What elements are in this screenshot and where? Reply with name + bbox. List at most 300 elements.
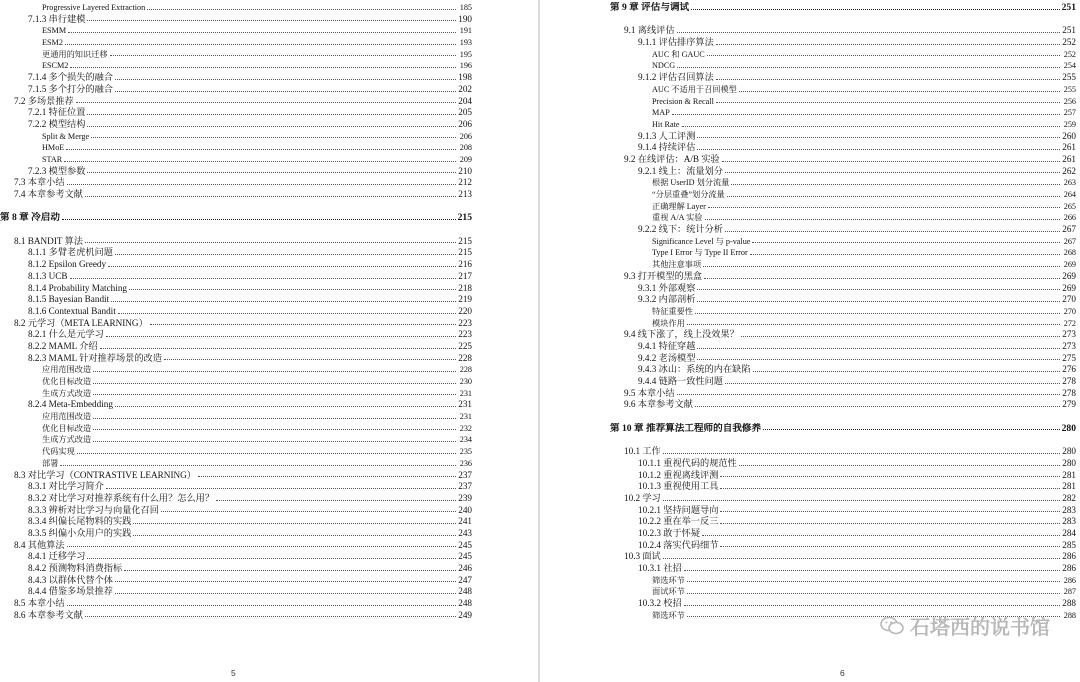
toc-entry[interactable] [610,516,1076,528]
toc-entry[interactable] [0,458,472,470]
toc-entry-title: 7.1.4 多个损失的融合 [28,72,113,83]
toc-entry-title: 第 9 章 评估与调试 [610,2,690,13]
toc-entry[interactable] [610,107,1076,119]
dot-leader [100,348,456,349]
toc-entry[interactable] [610,189,1076,201]
toc-entry-title: 8.4.4 借鉴多场景推荐 [28,586,113,597]
toc-entry[interactable] [0,598,472,610]
toc-entry-page: 255 [1063,84,1076,94]
dot-leader [725,172,1060,173]
toc-entry[interactable] [0,341,472,353]
page-number: 5 [231,668,236,678]
dot-leader [106,488,456,489]
toc-entry[interactable] [610,598,1076,610]
toc-entry[interactable] [0,131,472,143]
dot-leader [708,207,1060,208]
dot-leader [93,418,456,419]
toc-entry-page: 283 [1062,504,1076,515]
toc-entry-title: 8.3 对比学习（CONTRASTIVE LEARNING） [14,469,196,480]
dot-leader [716,79,1060,80]
toc-entry-title: 7.2.2 模型结构 [28,118,86,129]
toc-entry-page: 206 [459,131,472,141]
toc-entry[interactable] [0,411,472,423]
toc-entry[interactable] [0,388,472,400]
dot-leader [115,406,456,407]
toc-entry[interactable] [0,142,472,154]
dot-leader [731,184,1060,185]
toc-entry-title: 代码实现 [42,447,75,457]
toc-entry[interactable] [0,575,472,587]
toc-entry-page: 264 [1063,190,1076,199]
toc-entry[interactable] [0,25,472,37]
toc-entry[interactable] [610,493,1076,505]
toc-entry[interactable] [0,119,472,131]
toc-entry[interactable] [0,96,472,108]
toc-entry[interactable] [610,72,1076,84]
toc-entry-title: 8.2.1 什么是元学习 [28,329,104,340]
toc-entry[interactable] [0,551,472,563]
page-number: 6 [840,668,845,678]
toc-entry[interactable] [0,586,472,598]
toc-entry[interactable] [610,341,1076,353]
toc-entry-page: 270 [1063,306,1076,316]
toc-entry-title: 10.3.2 校招 [638,598,682,609]
dot-leader [725,231,1060,232]
toc-entry-page: 266 [1063,213,1076,223]
toc-entry[interactable] [0,563,472,575]
toc-entry[interactable] [610,364,1076,376]
dot-leader [129,289,456,290]
dot-leader [93,371,456,372]
toc-entry[interactable] [610,37,1076,49]
toc-entry[interactable] [610,49,1076,61]
toc-entry-page: 284 [1062,527,1076,538]
toc-entry-page: 210 [458,165,472,176]
dot-leader [727,196,1060,197]
toc-entry-title: 7.2.3 模型参数 [28,165,86,176]
toc-entry-title: 第 10 章 推荐算法工程师的自我修养 [610,422,762,434]
toc-entry-page: 209 [459,154,472,164]
toc-entry-title: 9.1.2 评估召回算法 [638,72,714,83]
toc-entry-page: 288 [1062,598,1076,609]
dot-leader [93,394,456,395]
dot-leader [720,523,1060,524]
toc-entry-title: 7.3 本章小结 [14,177,65,188]
toc-entry[interactable] [610,131,1076,143]
toc-entry-title: 7.1.5 多个打分的融合 [28,83,113,94]
toc-entry[interactable] [0,166,472,178]
toc-entry-page: 198 [458,72,472,83]
toc-entry[interactable] [0,306,472,318]
toc-entry[interactable] [610,306,1076,318]
toc-entry-page: 237 [458,481,472,492]
toc-entry[interactable] [610,236,1076,248]
toc-entry[interactable] [610,201,1076,213]
toc-entry[interactable] [0,481,472,493]
toc-entry[interactable] [610,119,1076,131]
toc-entry[interactable] [0,236,472,248]
dot-leader [150,324,456,325]
toc-entry[interactable] [0,399,472,411]
toc-spacer [0,201,472,213]
toc-entry-page: 232 [459,423,472,433]
dot-leader [67,184,456,185]
dot-leader [87,20,456,21]
toc-entry[interactable] [0,353,472,365]
toc-entry[interactable] [610,505,1076,517]
dot-leader [133,523,456,524]
toc-entry-page: 267 [1063,236,1076,246]
toc-entry-page: 216 [458,259,472,270]
toc-entry-page: 281 [1062,469,1076,480]
toc-entry-title: AUC 和 GAUC [652,49,705,59]
dot-leader [707,55,1060,56]
toc-entry-title: 筛选环节 [652,610,685,620]
toc-entry-page: 228 [459,365,472,375]
dot-leader [85,616,456,617]
toc-entry-page: 248 [458,598,472,609]
toc-entry-title: MAP [652,108,670,118]
toc-entry-page: 243 [458,527,472,538]
toc-entry-page: 279 [1062,399,1076,410]
toc-entry[interactable] [0,528,472,540]
toc-entry[interactable] [0,294,472,306]
toc-entry[interactable] [610,376,1076,388]
toc-entry-title: 10.2.1 坚持问题导向 [638,504,719,515]
toc-entry[interactable] [0,493,472,505]
toc-entry[interactable] [0,14,472,26]
toc-entry-page: 195 [459,49,472,59]
dot-leader [111,301,456,302]
toc-entry-title: 特征重要性 [652,306,693,316]
dot-leader [60,465,456,466]
toc-entry[interactable] [0,154,472,166]
dot-leader [687,324,1060,325]
dot-leader [739,465,1060,466]
toc-entry-title: 10.2.3 敢于怀疑 [638,527,701,538]
toc-entry-page: 272 [1063,318,1076,328]
toc-entry[interactable] [0,376,472,388]
dot-leader [663,453,1060,454]
toc-entry[interactable] [610,353,1076,365]
toc-entry[interactable] [610,154,1076,166]
toc-entry[interactable] [0,37,472,49]
toc-entry[interactable] [0,505,472,517]
toc-entry-title: 8.2.4 Meta-Embedding [28,399,113,410]
toc-entry-page: 286 [1063,575,1076,585]
toc-spacer [0,224,472,236]
toc-entry-title: 9.2.2 线下：统计分析 [638,224,723,235]
toc-entry[interactable] [610,458,1076,470]
dot-leader [68,32,456,33]
toc-entry[interactable] [0,364,472,376]
toc-entry[interactable] [610,318,1076,330]
toc-entry-page: 248 [458,586,472,597]
toc-entry-title: 10.2.2 重在举一反三 [638,516,719,527]
toc-entry-page: 270 [1062,294,1076,305]
toc-entry-title: 8.3.3 辨析对比学习与向量化召回 [28,504,159,515]
toc-entry-page: 283 [1062,516,1076,527]
toc-entry[interactable] [0,318,472,330]
toc-chapter-entry[interactable] [610,2,1076,14]
dot-leader [697,359,1060,360]
dot-leader [677,67,1060,68]
dot-leader [697,149,1060,150]
toc-entry-page: 208 [459,143,472,153]
toc-chapter-entry[interactable] [610,423,1076,435]
toc-entry[interactable] [610,528,1076,540]
toc-entry[interactable] [610,259,1076,271]
dot-leader [695,313,1060,314]
toc-entry-title: AUC 不适用于召回模型 [652,84,737,94]
toc-entry-page: 217 [458,270,472,281]
toc-entry[interactable] [610,224,1076,236]
toc-entry[interactable] [610,575,1076,587]
toc-entry-title: 10.1.3 重视使用工具 [638,481,719,492]
dot-leader [687,593,1060,594]
toc-entry-page: 278 [1062,387,1076,398]
toc-entry-title: 9.3 打开模型的黑盒 [624,270,703,281]
left-page [0,0,538,682]
toc-entry[interactable] [0,107,472,119]
dot-leader [672,114,1060,115]
dot-leader [161,511,456,512]
dot-leader [741,336,1060,337]
toc-entry[interactable] [0,516,472,528]
toc-entry[interactable] [610,481,1076,493]
dot-leader [115,593,456,594]
toc-entry-page: 219 [458,294,472,305]
toc-entry[interactable] [610,586,1076,598]
toc-entry[interactable] [610,446,1076,458]
toc-entry-title: 其他注意事项 [652,260,702,270]
toc-entry-page: 251 [1061,2,1076,13]
toc-entry[interactable] [610,247,1076,259]
toc-entry-page: 269 [1062,282,1076,293]
toc-entry[interactable] [0,470,472,482]
toc-entry-page: 259 [1063,119,1076,129]
toc-entry-page: 278 [1062,376,1076,386]
toc-entry-title: 8.1.6 Contextual Bandit [28,305,116,316]
dot-leader [716,44,1060,45]
toc-entry-title: Precision & Recall [652,96,714,106]
dot-leader [720,476,1060,477]
dot-leader [739,91,1060,92]
toc-entry-page: 268 [1063,248,1076,258]
toc-entry-title: 9.1.4 持续评估 [638,142,696,153]
toc-entry-title: 应用范围改造 [42,412,92,422]
toc-entry[interactable] [0,259,472,271]
toc-entry-page: 256 [1063,96,1076,106]
toc-entry-page: 260 [1062,130,1076,141]
toc-entry-page: 231 [459,412,472,422]
dot-leader [663,558,1060,559]
dot-leader [108,266,456,267]
toc-entry-page: 252 [1062,37,1076,48]
toc-entry-page: 228 [458,352,472,363]
toc-entry-title: 8.6 本章参考文献 [14,609,83,620]
toc-entry-page: 263 [1063,178,1076,188]
toc-entry-page: 287 [1063,587,1076,597]
toc-entry-page: 240 [458,504,472,515]
toc-entry-title: Split & Merge [42,131,90,141]
toc-entry[interactable] [0,72,472,84]
toc-entry-page: 257 [1063,108,1076,118]
toc-entry[interactable] [610,166,1076,178]
toc-entry-title: 10.1.1 重视代码的规范性 [638,457,737,468]
toc-entry[interactable] [0,540,472,552]
toc-entry-page: 220 [458,305,472,316]
toc-entry[interactable] [610,551,1076,563]
dot-leader [115,581,456,582]
toc-entry-page: 261 [1062,142,1076,153]
toc-entry[interactable] [0,271,472,283]
dot-leader [753,371,1060,372]
toc-entry-title: Type I Error 与 Type II Error [652,248,748,258]
toc-entry-title: 8.4.3 以群体代替个体 [28,574,113,585]
toc-entry[interactable] [0,84,472,96]
toc-entry[interactable] [610,294,1076,306]
toc-entry-page: 273 [1062,329,1076,340]
toc-entry-page: 281 [1062,481,1076,492]
toc-entry-title: 8.2.3 MAML 针对推荐场景的改造 [28,352,162,363]
toc-entry[interactable] [610,60,1076,72]
toc-entry-page: 285 [1062,539,1076,550]
toc-entry-page: 230 [459,377,472,386]
watermark [880,611,1050,640]
toc-entry[interactable] [0,434,472,446]
dot-leader [115,79,456,80]
dot-leader [65,44,456,45]
dot-leader [697,137,1060,138]
toc-entry-title: 优化目标改造 [42,423,92,433]
toc-entry[interactable] [610,470,1076,482]
dot-leader [62,219,456,220]
toc-entry-title: 更通用的知识迁移 [42,49,108,59]
toc-entry-title: 10.2 学习 [624,492,661,503]
toc-entry-title: 筛选环节 [652,575,685,585]
toc-entry-title: 9.3.2 内部剖析 [638,294,696,305]
toc-entry[interactable] [0,610,472,622]
toc-entry[interactable] [0,329,472,341]
toc-entry-page: 215 [457,212,472,224]
toc-entry-page: 223 [458,329,472,340]
toc-entry-page: 255 [1062,72,1076,83]
toc-entry[interactable] [610,540,1076,552]
dot-leader [118,313,456,314]
toc-entry-page: 241 [458,516,472,527]
dot-leader [93,441,456,442]
toc-entry-page: 251 [1062,25,1076,36]
dot-leader [67,605,456,606]
dot-leader [716,102,1060,103]
toc-entry-page: 205 [458,107,472,118]
toc-entry-page: 193 [459,38,472,48]
toc-entry-title: 8.5 本章小结 [14,598,65,609]
toc-entry[interactable] [610,388,1076,400]
toc-entry[interactable] [610,142,1076,154]
toc-chapter-entry[interactable] [0,212,472,224]
dot-leader [216,500,456,501]
toc-entry-page: 239 [458,492,472,503]
toc-entry[interactable] [0,177,472,189]
toc-entry[interactable] [0,283,472,295]
toc-entry-page: 196 [459,61,472,71]
toc-entry[interactable] [0,49,472,61]
toc-entry-title: 10.3.1 社招 [638,563,682,573]
toc-entry-title: STAR [42,154,63,164]
toc-entry[interactable] [610,329,1076,341]
toc-entry-page: 254 [1063,61,1076,71]
dot-leader [70,67,456,68]
toc-entry[interactable] [610,283,1076,295]
toc-entry[interactable] [0,60,472,72]
toc-entry[interactable] [0,423,472,435]
toc-entry-page: 269 [1063,260,1076,270]
toc-entry-title: 部署 [42,458,59,468]
toc-entry-title: 9.5 本章小结 [624,387,675,398]
dot-leader [720,546,1060,547]
toc-entry-title: ESCM2 [42,61,69,71]
dot-leader [66,149,456,150]
toc-entry-title: 8.4.2 预测物料消费指标 [28,563,123,573]
toc-list [610,2,1076,621]
dot-leader [703,266,1060,267]
toc-entry-page: 215 [458,235,472,246]
dot-leader [124,570,456,571]
toc-entry-page: 191 [459,26,472,36]
toc-entry[interactable] [610,96,1076,108]
toc-entry[interactable] [610,271,1076,283]
toc-entry[interactable] [610,212,1076,224]
toc-entry-page: 280 [1062,446,1076,457]
toc-entry[interactable] [0,189,472,201]
dot-leader [87,126,456,127]
toc-entry-title: “分层重叠”划分流量 [652,190,725,199]
toc-entry-page: 245 [458,539,472,550]
toc-entry-title: 9.1.1 评估排序算法 [638,37,714,48]
toc-entry[interactable] [610,177,1076,189]
toc-entry[interactable] [0,2,472,14]
toc-entry-title: 10.3 面试 [624,551,661,562]
toc-entry-page: 286 [1062,551,1076,562]
toc-entry-title: 8.3.4 纠偏长尾物料的实践 [28,516,132,527]
toc-entry-title: 7.4 本章参考文献 [14,189,83,199]
wechat-icon [880,616,904,636]
toc-entry-page: 262 [1062,165,1076,176]
right-page [540,0,1080,682]
toc-entry-title: 9.6 本章参考文献 [624,399,693,410]
toc-entry-title: 9.4.4 链路一致性问题 [638,376,723,386]
toc-entry[interactable] [610,563,1076,575]
toc-entry[interactable] [610,399,1076,411]
toc-entry-page: 249 [458,609,472,620]
toc-entry[interactable] [610,25,1076,37]
toc-entry-title: 10.1.2 重视离线评测 [638,469,719,480]
toc-entry-title: 9.4 线下涨了，线上没效果？ [624,329,739,340]
toc-entry-page: 223 [458,317,472,328]
dot-leader [663,500,1060,501]
toc-entry[interactable] [0,247,472,259]
toc-entry[interactable] [0,446,472,458]
toc-entry-page: 237 [458,469,472,480]
toc-entry[interactable] [610,84,1076,96]
toc-entry-title: 8.3.2 对比学习对推荐系统有什么用？怎么用？ [28,492,215,503]
toc-entry-page: 280 [1061,422,1076,434]
toc-entry-title: 重视 A/A 实验 [652,213,703,223]
toc-entry-page: 236 [459,458,472,468]
toc-list [0,2,472,621]
